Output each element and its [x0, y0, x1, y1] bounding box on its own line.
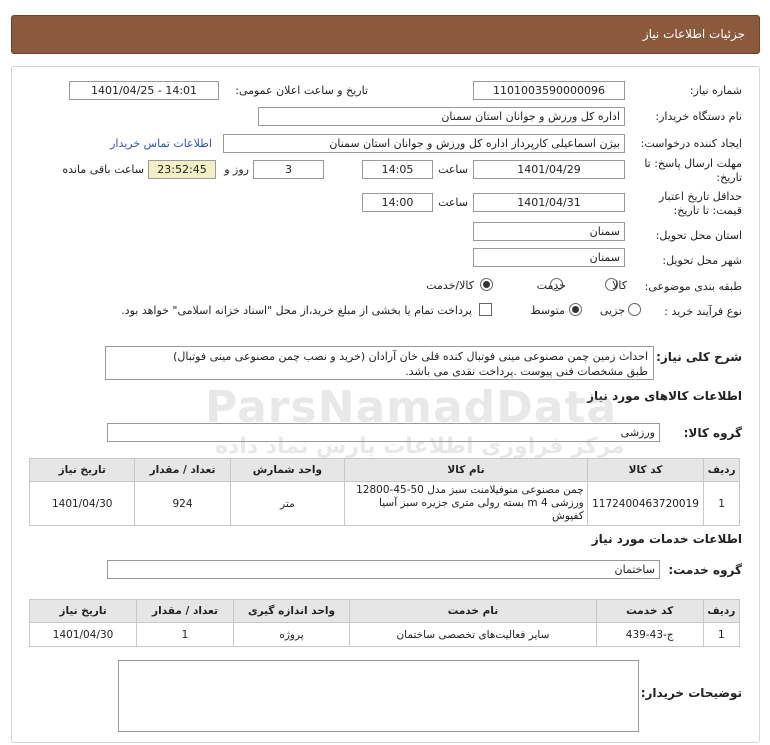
city-label: شهر محل تحویل: [662, 254, 742, 267]
treasury-note: پرداخت تمام یا بخشی از مبلغ خرید،از محل "اسناد خزانه اسلامی" خواهد بود. [121, 304, 472, 317]
services-table-header [30, 600, 740, 623]
services-col-name: نام خدمت [350, 600, 596, 623]
requester-field[interactable]: بیژن اسماعیلی کارپرداز اداره کل ورزش و جوانان استان سمنان [223, 134, 625, 153]
need-number-field[interactable]: 1101003590000096 [473, 81, 625, 100]
watermark-subtitle: مرکز فراوری اطلاعات پارس نماد داده [215, 434, 625, 459]
page-title: جزئیات اطلاعات نیاز [642, 27, 745, 41]
category-goods-label: کالا [612, 279, 627, 292]
summary-label: شرح کلی نیاز: [656, 350, 742, 364]
announce-label: تاریخ و ساعت اعلان عمومی: [235, 84, 368, 97]
services-cell-code: ج-43-439 [596, 623, 703, 647]
table-row[interactable] [30, 623, 740, 647]
summary-line-1: احداث زمین چمن مصنوعی مینی فوتبال کنده قلی خان آرادان (خرید و نصب چمن مصنوعی مینی فوتبال) [173, 350, 648, 363]
category-service-label: خدمت [536, 279, 566, 292]
services-group-label: گروه خدمت: [668, 563, 742, 577]
buyer-org-label: نام دستگاه خریدار: [655, 110, 742, 123]
goods-table-header [30, 459, 740, 482]
services-col-code: کد خدمت [596, 600, 703, 623]
goods-table [29, 458, 740, 526]
need-number-label: شماره نیاز: [689, 84, 742, 97]
deadline-time-label: ساعت [438, 163, 468, 176]
validity-label: حداقل تاریخ اعتبار [658, 190, 742, 203]
category-goods-service-label: کالا/خدمت [426, 279, 474, 292]
purchase-minor-label: جزیی [599, 304, 625, 317]
services-section-title: اطلاعات خدمات مورد نیاز [591, 532, 742, 546]
goods-col-qty: تعداد / مقدار [135, 459, 230, 482]
goods-cell-qty: 924 [135, 482, 230, 526]
buyer-notes-field[interactable] [118, 660, 639, 732]
services-col-unit: واحد اندازه گیری [233, 600, 349, 623]
goods-col-code: کد کالا [587, 459, 704, 482]
announce-field[interactable]: 1401/04/25 - 14:01 [69, 81, 219, 100]
days-field[interactable]: 3 [253, 160, 324, 179]
services-table [29, 599, 740, 647]
watermark-logo-text: ParsNamadData [205, 382, 618, 433]
services-cell-name: سایر فعالیت‌های تخصصی ساختمان [350, 623, 596, 647]
services-group-field[interactable]: ساختمان [107, 560, 660, 579]
summary-line-2: طبق مشخصات فنی پیوست .پرداخت نقدی می باشد. [405, 365, 648, 378]
services-cell-row: 1 [703, 623, 739, 647]
goods-col-row: ردیف [704, 459, 740, 482]
goods-cell-name: چمن مصنوعی منوفیلامنت سبز مدل 50-45-12800 ورزشی m 4 بسته رولی متری جزیره سبز آسیا کفپوش [345, 482, 588, 526]
treasury-checkbox[interactable] [479, 303, 492, 316]
services-col-date: تاریخ نیاز [30, 600, 137, 623]
goods-section-title: اطلاعات کالاهای مورد نیاز [587, 389, 742, 403]
deadline-label: مهلت ارسال پاسخ: تا [644, 157, 742, 170]
goods-cell-unit: متر [230, 482, 345, 526]
services-col-row: ردیف [703, 600, 739, 623]
services-cell-qty: 1 [137, 623, 234, 647]
requester-label: ایجاد کننده درخواست: [640, 137, 742, 150]
services-cell-date: 1401/04/30 [30, 623, 137, 647]
validity-date-field[interactable]: 1401/04/31 [473, 193, 625, 212]
goods-group-field[interactable]: ورزشی [107, 423, 660, 442]
deadline-time-field[interactable]: 14:05 [362, 160, 433, 179]
remaining-time-field: 23:52:45 [148, 160, 216, 179]
city-field[interactable]: سمنان [473, 248, 625, 267]
remaining-label: ساعت باقی مانده [62, 163, 144, 176]
goods-col-date: تاریخ نیاز [30, 459, 135, 482]
province-field[interactable]: سمنان [473, 222, 625, 241]
services-col-qty: تعداد / مقدار [137, 600, 234, 623]
category-label: طبقه بندی موضوعی: [644, 280, 742, 293]
purchase-medium-radio[interactable] [569, 303, 582, 316]
buyer-org-field[interactable]: اداره کل ورزش و جوانان استان سمنان [258, 107, 625, 126]
goods-col-unit: واحد شمارش [230, 459, 345, 482]
page-header [11, 15, 760, 54]
validity-time-label: ساعت [438, 196, 468, 209]
purchase-medium-label: متوسط [530, 304, 565, 317]
goods-cell-date: 1401/04/30 [30, 482, 135, 526]
goods-cell-code: 1172400463720019 [587, 482, 704, 526]
services-cell-unit: پروژه [233, 623, 349, 647]
goods-col-name: نام کالا [345, 459, 588, 482]
buyer-notes-label: توضیحات خریدار: [640, 686, 742, 700]
deadline-date-field[interactable]: 1401/04/29 [473, 160, 625, 179]
contact-info-link[interactable]: اطلاعات تماس خریدار [110, 137, 212, 150]
province-label: استان محل تحویل: [655, 229, 742, 242]
summary-field [105, 346, 654, 380]
goods-group-label: گروه کالا: [683, 426, 742, 440]
purchase-minor-radio[interactable] [628, 303, 641, 316]
validity-label-date: قیمت: تا تاریخ: [673, 204, 742, 217]
deadline-label-date: تاریخ: [716, 171, 742, 184]
table-row[interactable] [30, 482, 740, 526]
days-label: روز و [224, 163, 249, 176]
validity-time-field[interactable]: 14:00 [362, 193, 433, 212]
purchase-type-label: نوع فرآیند خرید : [664, 305, 742, 318]
goods-cell-row: 1 [704, 482, 740, 526]
category-goods-service-radio[interactable] [480, 278, 493, 291]
